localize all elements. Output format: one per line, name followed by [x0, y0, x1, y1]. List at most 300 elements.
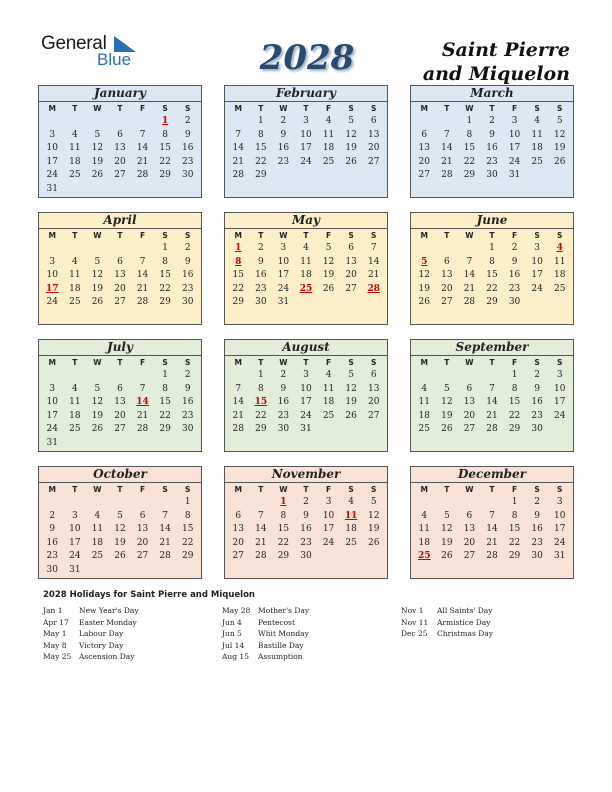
empty-day-cell	[86, 115, 109, 129]
day-cell: 23	[181, 156, 194, 167]
weekday-header: M	[234, 104, 243, 113]
empty-day-cell	[413, 369, 436, 383]
empty-day-cell	[154, 496, 177, 510]
holiday-row	[222, 640, 309, 652]
logo	[41, 33, 132, 69]
day-cell: 13	[441, 270, 453, 281]
day-cell: 24	[46, 297, 58, 308]
holiday-name: Armistice Day	[437, 617, 491, 627]
holiday-day-cell: 11	[344, 510, 358, 521]
day-cell: 9	[534, 510, 540, 521]
day-cell: 19	[114, 537, 126, 548]
day-cell: 6	[466, 383, 473, 394]
day-cell: 26	[441, 551, 453, 562]
day-cell: 11	[69, 270, 81, 281]
empty-day-cell	[86, 496, 109, 510]
day-cell: 7	[443, 129, 450, 140]
day-cell: 4	[325, 116, 332, 126]
holiday-name: Easter Monday	[79, 617, 137, 627]
day-cell: 15	[255, 143, 267, 154]
weekday-header: T	[258, 104, 264, 113]
holiday-date: Jun 4	[222, 617, 242, 627]
empty-day-cell	[64, 369, 87, 383]
holiday-list	[43, 590, 583, 685]
empty-day-cell	[109, 496, 132, 510]
day-cell: 28	[136, 297, 149, 308]
holiday-date: Jun 5	[222, 629, 242, 639]
day-cell: 2	[257, 243, 264, 253]
day-cell: 27	[114, 170, 126, 181]
weekday-header: S	[348, 231, 354, 240]
weekday-header: T	[489, 104, 495, 113]
empty-day-cell	[131, 369, 154, 383]
weekday-header: M	[48, 231, 57, 240]
empty-day-cell	[131, 115, 154, 129]
empty-day-cell	[227, 115, 250, 129]
day-cell: 30	[531, 551, 543, 562]
day-cell: 14	[232, 397, 244, 408]
weekday-header: M	[48, 358, 57, 367]
day-cell: 10	[300, 383, 312, 394]
month-april	[38, 212, 202, 325]
empty-day-cell	[436, 369, 459, 383]
month-title: December	[411, 467, 573, 483]
day-cell: 28	[441, 170, 453, 181]
weekday-header: F	[512, 104, 518, 113]
day-cell: 17	[300, 397, 312, 408]
day-cell: 3	[49, 129, 56, 140]
day-cell: 13	[463, 397, 476, 408]
day-cell: 2	[184, 116, 191, 126]
day-cell: 14	[232, 143, 244, 154]
day-cell: 6	[348, 243, 354, 253]
day-cell: 28	[486, 551, 498, 562]
holiday-date: Apr 17	[43, 617, 69, 627]
day-cell: 1	[162, 370, 168, 380]
empty-day-cell	[413, 242, 436, 256]
weekday-header: M	[234, 485, 243, 494]
weekday-header: T	[258, 231, 264, 240]
day-cell: 4	[71, 383, 78, 394]
day-cell: 15	[159, 143, 171, 154]
day-cell: 7	[139, 256, 146, 267]
day-cell: 18	[69, 156, 81, 167]
day-cell: 12	[114, 524, 126, 535]
day-cell: 26	[345, 410, 357, 421]
day-cell: 21	[441, 156, 453, 167]
holiday-row	[222, 605, 309, 617]
day-cell: 3	[303, 116, 309, 126]
holiday-row	[401, 628, 493, 640]
weekday-header: S	[162, 358, 168, 367]
weekday-header: S	[534, 485, 540, 494]
day-cell: 30	[46, 564, 58, 575]
day-cell: 26	[441, 424, 453, 435]
day-cell: 9	[49, 524, 56, 535]
weekday-header: S	[371, 104, 377, 113]
month-june	[410, 212, 574, 325]
day-cell: 26	[367, 537, 380, 548]
day-cell: 1	[257, 370, 264, 380]
day-cell: 10	[508, 129, 521, 140]
day-cell: 3	[49, 256, 56, 267]
day-cell: 1	[257, 116, 264, 126]
day-cell: 28	[255, 551, 267, 562]
weekday-header: S	[185, 485, 191, 494]
day-cell: 9	[489, 129, 495, 140]
day-cell: 16	[181, 397, 194, 408]
weekday-header: M	[420, 485, 429, 494]
day-cell: 5	[556, 116, 563, 126]
empty-day-cell	[41, 242, 64, 256]
day-cell: 8	[511, 383, 518, 394]
month-title: February	[225, 86, 387, 102]
day-cell: 16	[277, 143, 290, 154]
empty-day-cell	[109, 242, 132, 256]
day-cell: 21	[159, 537, 171, 548]
day-cell: 14	[486, 397, 498, 408]
empty-day-cell	[131, 496, 154, 510]
holiday-row	[222, 628, 309, 640]
day-cell: 16	[486, 143, 498, 154]
day-cell: 29	[181, 551, 194, 562]
day-cell: 7	[370, 243, 377, 253]
day-cell: 9	[184, 383, 191, 394]
day-cell: 19	[91, 156, 104, 167]
day-cell: 16	[46, 537, 58, 548]
day-cell: 5	[117, 510, 123, 521]
day-cell: 1	[511, 497, 518, 507]
day-cell: 19	[322, 270, 335, 281]
day-cell: 11	[531, 129, 543, 140]
weekday-header: W	[279, 358, 288, 367]
day-cell: 19	[441, 410, 453, 421]
day-cell: 1	[162, 243, 168, 253]
weekday-header: T	[303, 104, 309, 113]
empty-day-cell	[436, 242, 459, 256]
day-cell: 22	[159, 410, 171, 421]
day-cell: 3	[511, 116, 518, 126]
day-cell: 6	[117, 129, 123, 140]
day-cell: 29	[255, 170, 267, 181]
holiday-day-cell: 17	[46, 283, 59, 294]
day-cell: 1	[466, 116, 473, 126]
day-cell: 7	[235, 383, 242, 394]
weekday-header: M	[420, 358, 429, 367]
day-cell: 18	[418, 410, 430, 421]
holiday-row	[43, 605, 139, 617]
day-cell: 26	[345, 156, 357, 167]
day-cell: 3	[49, 383, 56, 394]
day-cell: 31	[46, 183, 58, 194]
day-cell: 14	[463, 270, 476, 281]
day-cell: 25	[91, 551, 104, 562]
day-cell: 2	[303, 497, 309, 507]
day-cell: 19	[553, 143, 566, 154]
day-cell: 11	[322, 129, 335, 140]
day-cell: 16	[300, 524, 312, 535]
holiday-name: Christmas Day	[437, 629, 493, 639]
month-title: April	[39, 213, 201, 229]
day-cell: 9	[184, 256, 191, 267]
holiday-row	[401, 605, 493, 617]
day-cell: 9	[511, 256, 518, 267]
day-cell: 28	[136, 170, 149, 181]
weekday-header: F	[512, 231, 518, 240]
day-cell: 25	[69, 170, 81, 181]
day-cell: 14	[136, 270, 149, 281]
day-cell: 8	[257, 129, 264, 140]
weekday-header: T	[444, 358, 450, 367]
day-cell: 22	[463, 156, 476, 167]
day-cell: 14	[441, 143, 453, 154]
month-august	[224, 339, 388, 452]
day-cell: 13	[345, 256, 357, 267]
day-cell: 13	[463, 524, 476, 535]
day-cell: 19	[367, 524, 380, 535]
holiday-row	[222, 651, 309, 663]
day-cell: 23	[508, 283, 521, 294]
day-cell: 4	[71, 129, 78, 140]
day-cell: 9	[303, 510, 309, 521]
weekday-header: T	[117, 231, 123, 240]
day-cell: 15	[486, 270, 498, 281]
holiday-day-cell: 25	[299, 283, 313, 294]
day-cell: 8	[489, 256, 495, 267]
day-cell: 25	[553, 283, 566, 294]
day-cell: 26	[322, 283, 335, 294]
weekday-header: T	[444, 231, 450, 240]
month-february	[224, 85, 388, 198]
day-cell: 6	[370, 116, 377, 126]
day-cell: 13	[114, 143, 126, 154]
day-cell: 8	[162, 383, 168, 394]
day-cell: 21	[463, 283, 476, 294]
day-cell: 18	[418, 537, 430, 548]
day-cell: 30	[181, 170, 194, 181]
day-cell: 22	[232, 283, 244, 294]
empty-day-cell	[481, 369, 504, 383]
day-cell: 25	[322, 410, 335, 421]
day-cell: 21	[136, 156, 149, 167]
weekday-header: S	[557, 231, 563, 240]
empty-day-cell	[250, 496, 273, 510]
day-cell: 20	[114, 283, 126, 294]
month-title: October	[39, 467, 201, 483]
day-cell: 27	[463, 424, 476, 435]
day-cell: 27	[463, 551, 476, 562]
weekday-header: S	[162, 104, 168, 113]
day-cell: 24	[553, 537, 566, 548]
day-cell: 24	[69, 551, 81, 562]
weekday-header: F	[140, 358, 146, 367]
weekday-header: W	[465, 104, 474, 113]
day-cell: 27	[114, 424, 126, 435]
day-cell: 2	[280, 370, 287, 380]
weekday-header: M	[420, 231, 429, 240]
day-cell: 25	[69, 297, 81, 308]
day-cell: 17	[508, 143, 521, 154]
day-cell: 19	[345, 143, 357, 154]
month-title: July	[39, 340, 201, 356]
weekday-header: W	[93, 358, 102, 367]
day-cell: 31	[46, 437, 58, 448]
month-may	[224, 212, 388, 325]
day-cell: 22	[508, 537, 521, 548]
day-cell: 18	[69, 283, 81, 294]
day-cell: 19	[345, 397, 357, 408]
weekday-header: M	[48, 485, 57, 494]
holiday-date: May 28	[222, 606, 251, 615]
day-cell: 12	[91, 270, 104, 281]
day-cell: 24	[322, 537, 335, 548]
day-cell: 22	[159, 283, 171, 294]
weekday-header: T	[303, 358, 309, 367]
weekday-header: M	[234, 231, 243, 240]
holiday-name: New Year's Day	[79, 606, 139, 615]
country-title: Saint Pierre and Miquelon	[422, 39, 570, 85]
day-cell: 7	[489, 383, 495, 394]
month-title: June	[411, 213, 573, 229]
empty-day-cell	[41, 115, 64, 129]
month-title: January	[39, 86, 201, 102]
weekday-header: S	[534, 231, 540, 240]
empty-day-cell	[64, 496, 87, 510]
day-cell: 12	[418, 270, 430, 281]
day-cell: 15	[277, 524, 290, 535]
day-cell: 31	[553, 551, 566, 562]
day-cell: 7	[489, 510, 495, 521]
day-cell: 5	[94, 256, 101, 267]
day-cell: 8	[466, 129, 473, 140]
day-cell: 1	[511, 370, 518, 380]
weekday-header: F	[512, 358, 518, 367]
month-days	[225, 483, 387, 564]
day-cell: 31	[69, 564, 81, 575]
weekday-header: T	[489, 485, 495, 494]
day-cell: 7	[466, 256, 473, 267]
month-days	[39, 483, 201, 578]
day-cell: 15	[181, 524, 194, 535]
day-cell: 17	[322, 524, 335, 535]
day-cell: 30	[277, 424, 290, 435]
day-cell: 20	[463, 410, 476, 421]
day-cell: 10	[300, 129, 312, 140]
day-cell: 17	[553, 524, 566, 535]
day-cell: 4	[325, 370, 332, 380]
day-cell: 18	[553, 270, 566, 281]
month-september	[410, 339, 574, 452]
weekday-header: T	[72, 104, 78, 113]
holiday-day-cell: 15	[254, 397, 268, 408]
day-cell: 8	[184, 510, 191, 521]
holiday-name: Labour Day	[79, 629, 124, 639]
day-cell: 13	[367, 129, 380, 140]
day-cell: 30	[486, 170, 498, 181]
day-cell: 12	[367, 510, 380, 521]
day-cell: 29	[159, 424, 171, 435]
weekday-header: F	[140, 231, 146, 240]
day-cell: 7	[139, 383, 146, 394]
day-cell: 29	[508, 551, 521, 562]
weekday-header: W	[93, 231, 102, 240]
day-cell: 12	[441, 524, 453, 535]
day-cell: 7	[162, 510, 168, 521]
day-cell: 14	[159, 524, 171, 535]
day-cell: 4	[71, 256, 78, 267]
holiday-name: Whit Monday	[258, 629, 309, 639]
day-cell: 16	[181, 270, 194, 281]
day-cell: 26	[553, 156, 566, 167]
month-december	[410, 466, 574, 579]
holiday-column	[43, 605, 139, 663]
weekday-header: W	[93, 104, 102, 113]
day-cell: 15	[508, 397, 521, 408]
day-cell: 25	[69, 424, 81, 435]
day-cell: 6	[370, 370, 377, 380]
day-cell: 26	[418, 297, 430, 308]
day-cell: 27	[136, 551, 149, 562]
weekday-header: T	[258, 485, 264, 494]
empty-day-cell	[436, 496, 459, 510]
day-cell: 27	[441, 297, 453, 308]
empty-day-cell	[413, 496, 436, 510]
weekday-header: F	[140, 485, 146, 494]
day-cell: 10	[553, 383, 566, 394]
day-cell: 9	[280, 383, 287, 394]
day-cell: 20	[367, 397, 380, 408]
day-cell: 27	[114, 297, 126, 308]
holiday-name: Pentecost	[258, 617, 296, 627]
day-cell: 8	[162, 256, 168, 267]
holiday-date: May 8	[43, 640, 67, 650]
weekday-header: T	[117, 485, 123, 494]
day-cell: 21	[136, 283, 149, 294]
holiday-date: Dec 25	[401, 629, 428, 639]
day-cell: 3	[534, 243, 540, 253]
day-cell: 4	[421, 510, 428, 521]
day-cell: 18	[531, 143, 543, 154]
day-cell: 13	[232, 524, 244, 535]
day-cell: 17	[531, 270, 543, 281]
day-cell: 5	[94, 129, 101, 140]
day-cell: 15	[232, 270, 244, 281]
empty-day-cell	[481, 496, 504, 510]
day-cell: 6	[117, 256, 123, 267]
day-cell: 25	[345, 537, 357, 548]
day-cell: 2	[511, 243, 518, 253]
day-cell: 28	[159, 551, 171, 562]
weekday-header: T	[489, 358, 495, 367]
day-cell: 23	[46, 551, 58, 562]
weekday-header: W	[465, 485, 474, 494]
month-days	[225, 102, 387, 183]
day-cell: 21	[367, 270, 380, 281]
holiday-column	[401, 605, 493, 640]
day-cell: 16	[255, 270, 267, 281]
day-cell: 30	[300, 551, 312, 562]
weekday-header: M	[234, 358, 243, 367]
weekday-header: F	[140, 104, 146, 113]
day-cell: 29	[508, 424, 521, 435]
day-cell: 18	[300, 270, 312, 281]
day-cell: 27	[367, 410, 380, 421]
day-cell: 10	[69, 524, 81, 535]
holiday-row	[43, 640, 139, 652]
holiday-name: Assumption	[258, 652, 303, 662]
day-cell: 12	[345, 383, 357, 394]
day-cell: 13	[367, 383, 380, 394]
